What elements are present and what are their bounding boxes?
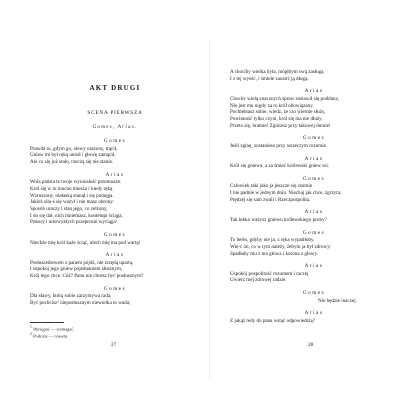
right-page	[210, 0, 420, 420]
speech	[230, 163, 398, 170]
verse-line: Spadłaby mu z ma głowa i korona z głowy.	[230, 250, 319, 257]
verse-line: Chocby wielą znacznych spraw sostawił się poddany,	[230, 95, 340, 102]
verse-line: Król się gniewa, a za śmieć królewski gniew ssi.	[230, 163, 330, 170]
verse-line: Ale co się już stało, rzeczą się nie stanie.	[30, 158, 114, 165]
speech	[230, 183, 398, 203]
verse-line: I z tej wyeść, i śmiele zaostrć ją długą.	[230, 75, 309, 82]
verse-line: Król tego chce. Cóż? Panu nie chcesz być posłusznym?	[30, 273, 144, 280]
speech	[230, 318, 398, 325]
verse-line: Człowiek taki jako ja jeszcze się zostnie	[230, 183, 313, 190]
verse-line: Prędzej się sam zwali i Rzeczpospolita.	[230, 196, 311, 203]
verse-line: Wie-ć on, co w tym należy, żebym ja był zdrowy:	[230, 243, 332, 250]
speaker-name: Arias	[105, 252, 125, 259]
footnote-1: $^1$ Wyciągać — wymagać.	[30, 325, 75, 332]
verse-line: Uwierz mej zdrowej radzie.	[230, 277, 287, 284]
speaker-name: Gomes	[302, 290, 326, 297]
footnote-2: $^2$ Podczas — czasem.	[30, 332, 69, 339]
verse-line: Prawda to, gdym go, słowy urażony, trącił,	[30, 145, 118, 152]
speaker-name: Gomes	[103, 285, 127, 292]
speaker-name: Gomes	[103, 232, 127, 239]
page-number-right: 28	[308, 342, 314, 348]
verse-line: Nie będzie inaczej.	[318, 297, 357, 304]
speaker-name: Arias	[304, 209, 324, 216]
verse-line: Z jakąż tedy do pana wstąć odpowiedzią?	[230, 317, 315, 324]
verse-line: I do się dał, nich mniemasz, kontempt ściąga,	[30, 212, 123, 219]
left-dialogue	[30, 138, 200, 307]
speaker-name: Gomes	[302, 175, 326, 182]
speech	[230, 271, 398, 284]
verse-line: Być pochcisz² nieposłusznym niewielka to wada;	[30, 300, 131, 307]
verse-line: Niechże mię król każe ściąć, niech mię ma pod wartą!	[30, 239, 141, 246]
verse-line: Nie jest mu nigdy za to król obowiązany.	[230, 102, 314, 109]
speech	[230, 237, 398, 257]
act-title: AKT DRUGI	[89, 84, 141, 92]
verse-line: Jakież siła-ś się ważył i nie masz obrony:	[30, 199, 115, 206]
verse-line: Wzruszony, niełaską stanął i się pomęga.	[30, 192, 114, 199]
speech	[30, 240, 200, 247]
verse-line: Jeśli zginę, zostanieso przy wszeczym rozumie.	[230, 142, 328, 149]
speech	[230, 298, 398, 305]
speaker-name: Gomes	[103, 138, 127, 144]
verse-line: Wola państa te twoje wyniosłość przemnaże.	[30, 179, 122, 186]
speech	[30, 179, 200, 226]
speaker-name: Arias	[304, 263, 324, 270]
verse-line: To berło, gdyby nie ja, z ręka wypadłoby.	[230, 237, 315, 244]
verse-line: Sposób uraczy i stan jego, co zelżony,	[30, 205, 108, 212]
right-dialogue	[230, 88, 398, 324]
verse-line: Przeto się, bratnie! Zginiesz przy takowej dumie!	[230, 122, 331, 129]
verse-line: Tak lekko ważysz gniewu królewskiego pruby?	[230, 216, 327, 223]
scene-title: SCENA PIERWSZA	[87, 110, 143, 116]
speaker-name: Arias	[304, 88, 324, 95]
verse-line: I nie padnie w jednym dniu. Niechaj jak chce, zgrzyta;	[230, 190, 342, 197]
verse-line: A chociby wielka była, mógłbym swą zasługą	[230, 69, 324, 75]
speech	[230, 217, 398, 224]
speaker-name: Gomes	[302, 135, 326, 142]
speech	[30, 146, 200, 166]
verse-line: Król się w to mocno miesza i kiedy ręką	[30, 185, 113, 192]
verse-line: Powinność tylko czyni, król się ma nie dłuży.	[230, 116, 323, 123]
speech	[230, 96, 398, 130]
verse-line: Gniew mi był ręką unisił i głowę zamącił,	[30, 152, 116, 159]
speech	[30, 293, 200, 306]
speaker-name: Arias	[105, 171, 125, 178]
speaker-name: Gomes	[302, 229, 326, 236]
speaker-name: Arias	[304, 155, 324, 162]
cast-list: Gomes, Arias.	[92, 124, 138, 130]
speech	[230, 143, 398, 150]
verse-line: Pokory i niezwykłych przeprosin wyciąga¹.	[30, 219, 119, 226]
opening-verse	[230, 69, 398, 82]
verse-line: I uspokój jego gniew pojednaniem słusznym,	[30, 266, 123, 273]
verse-line: Pochlebiasz sobie, wiedz, że rzo wiernie służy,	[230, 109, 326, 116]
footnote-rule	[30, 322, 64, 323]
speech	[30, 260, 200, 280]
page-number-left: 27	[111, 342, 117, 348]
verse-line: Posłuszeństwem z panem pójdź, nie zrzędą upartą.	[30, 259, 134, 266]
footnotes	[30, 322, 198, 340]
verse-line: Uspokój pospolitość rozumem i raczej	[230, 270, 309, 277]
speaker-name: Arias	[304, 310, 324, 317]
verse-line: Dla sławy, którą sobie zarzymywa rada,	[30, 293, 112, 300]
